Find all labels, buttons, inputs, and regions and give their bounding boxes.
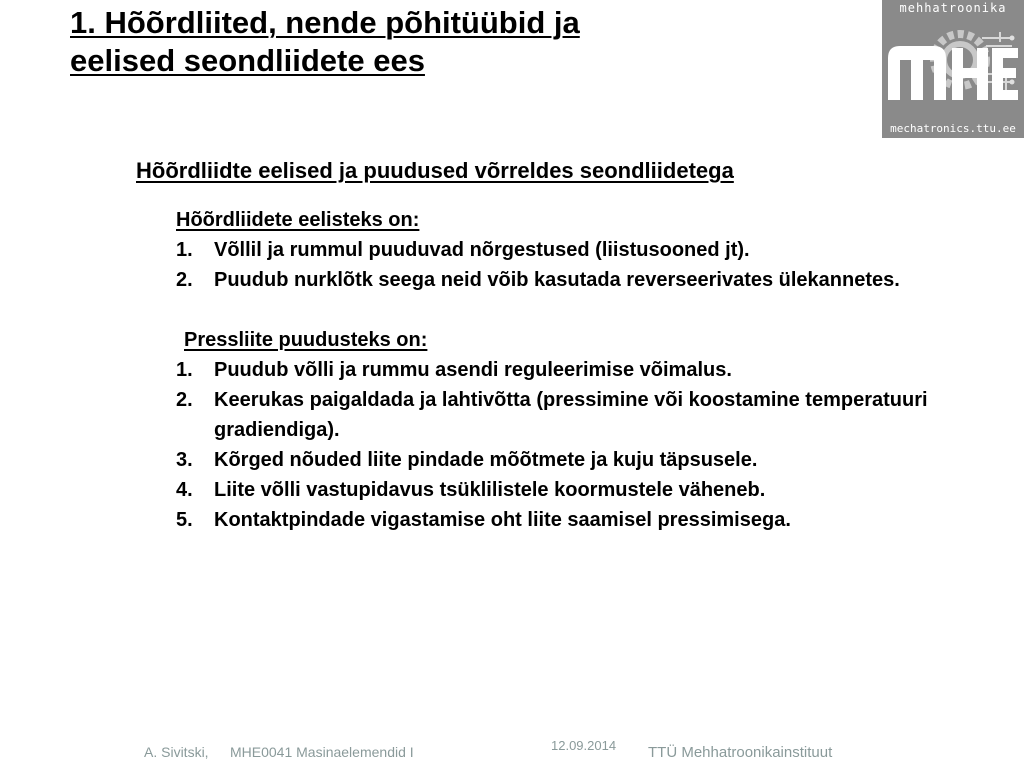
mhe-logo-icon [882,18,1024,118]
footer-institute: TTÜ Mehhatroonikainstituut [648,744,833,761]
logo-top-text: mehhatroonika [899,1,1007,15]
list-item-number: 2. [176,269,193,291]
list-item-number: 2. [176,389,193,411]
section-subtitle: Hõõrdliidte eelised ja puudused võrreldes seondliidetega [136,158,734,183]
list-item-number: 1. [176,359,193,381]
advantages-heading: Hõõrdliidete eelisteks on: [176,209,420,231]
list-item [176,445,996,475]
list-item-text: Võllil ja rummul puuduvad nõrgestused (liistusooned jt). [214,239,750,261]
list-item-number: 4. [176,479,193,501]
list-item-number: 1. [176,239,193,261]
footer-author: A. Sivitski, [144,744,209,760]
slide-title [70,4,850,80]
list-item [176,475,996,505]
slide-content [176,205,996,535]
list-item-text: Kontaktpindade vigastamise oht liite saamisel pressimisega. [214,509,791,531]
advantages-list [176,235,996,295]
list-item-number: 3. [176,449,193,471]
list-item [176,385,996,445]
logo-bottom-text: mechatronics.ttu.ee [890,122,1016,135]
slide-title-line-2: eelised seondliidete ees [70,43,425,78]
spacer [176,295,996,325]
list-item-text: Liite võlli vastupidavus tsüklilistele koormustele väheneb. [214,479,766,501]
list-item-text: Puudub võlli ja rummu asendi reguleerimise võimalus. [214,359,732,381]
list-item [176,265,996,295]
disadvantages-heading: Pressliite puudusteks on: [184,329,428,351]
mechatronics-logo [882,0,1024,138]
list-item-text: Puudub nurklõtk seega neid võib kasutada reverseerivates ülekannetes. [214,269,900,291]
footer-date: 12.09.2014 [551,738,617,753]
footer-course: MHE0041 Masinaelemendid I [230,744,414,760]
list-item-text: Kõrged nõuded liite pindade mõõtmete ja kuju täpsusele. [214,449,758,471]
list-item [176,505,996,535]
disadvantages-list [176,355,996,535]
list-item [176,355,996,385]
list-item [176,235,996,265]
slide-title-line-1: 1. Hõõrdliited, nende põhitüübid ja [70,5,580,40]
list-item-text: Keerukas paigaldada ja lahtivõtta (pressimine või koostamine temperatuuri gradiendiga). [214,389,928,441]
list-item-number: 5. [176,509,193,531]
